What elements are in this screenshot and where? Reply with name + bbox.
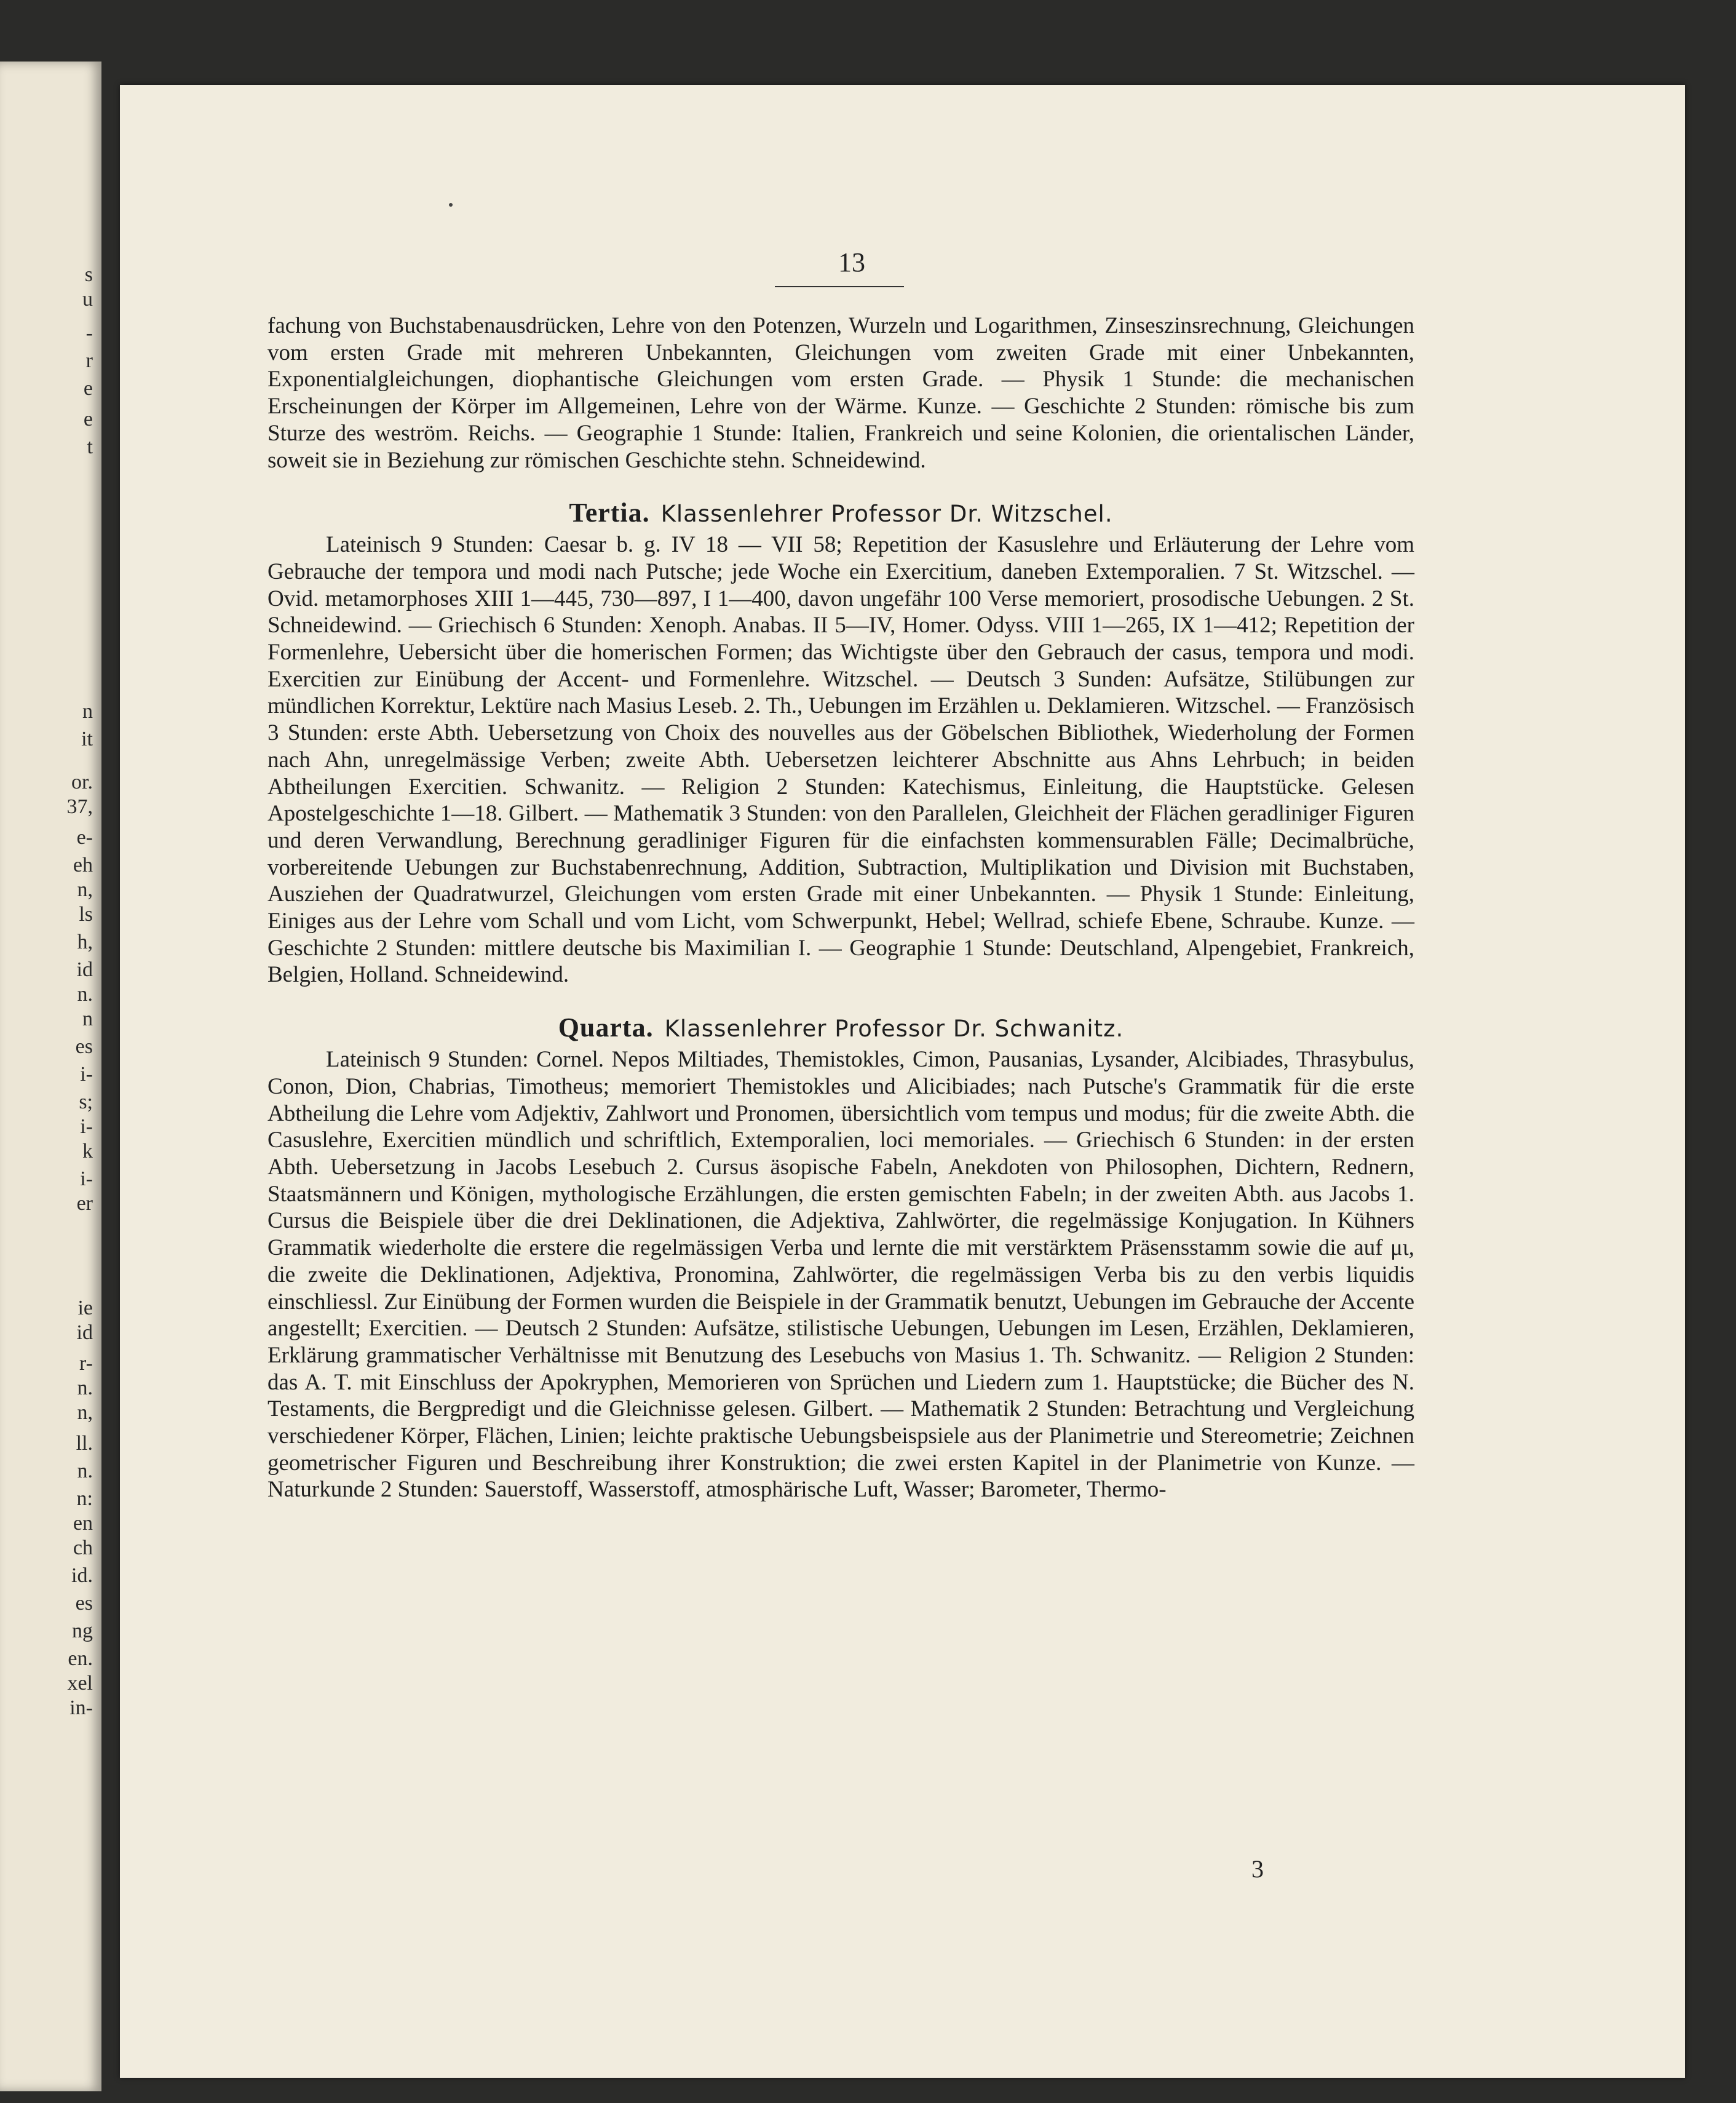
signature-mark: 3 <box>1251 1855 1264 1883</box>
margin-fragment: er <box>76 1192 93 1215</box>
margin-fragment: or. <box>71 771 93 793</box>
margin-fragment: 37, <box>66 795 93 818</box>
margin-fragment: es <box>75 1592 93 1615</box>
margin-fragment: h, <box>77 931 93 953</box>
margin-fragment: i- <box>80 1167 93 1190</box>
margin-fragment: eh <box>73 854 93 877</box>
margin-fragment: it <box>81 728 93 750</box>
margin-fragment: ie <box>77 1297 93 1319</box>
margin-fragment: n, <box>77 1401 93 1424</box>
margin-fragment: n. <box>77 1460 93 1482</box>
class-name: Tertia. <box>569 498 650 528</box>
page-number-rule <box>775 286 904 287</box>
margin-fragment: n, <box>77 878 93 901</box>
margin-fragment: i- <box>80 1115 93 1138</box>
margin-fragment: r- <box>79 1352 93 1375</box>
margin-fragment: n. <box>77 1377 93 1399</box>
margin-fragment: k <box>82 1140 93 1163</box>
margin-fragment: es <box>75 1035 93 1058</box>
margin-fragment: s; <box>79 1091 93 1113</box>
margin-fragment: ng <box>72 1620 93 1642</box>
margin-fragment: e <box>83 377 93 400</box>
section-heading-quarta <box>268 1012 1414 1045</box>
previous-page-edge <box>0 62 101 2091</box>
document-page <box>120 85 1685 2078</box>
margin-fragment: ch <box>73 1537 93 1559</box>
body-text <box>268 312 1414 1503</box>
margin-fragment: en <box>73 1512 93 1535</box>
margin-fragment: id. <box>71 1564 93 1587</box>
margin-fragment: e- <box>76 826 93 849</box>
section-body-quarta: Lateinisch 9 Stunden: Cornel. Nepos Miltiades, Themistokles, Cimon, Pausanias, Lysander, Alcibiades, Thrasybulus, Conon, Dion, Chabrias, Timotheus; memoriert Themistokles und Alicibiades; nach Putsche's Grammatik für die erste Abtheilung die Lehre vom Adjektiv, Zahlwort und Pronomen, übersichtlich vom tempus und modus; für die zweite Abth. die Casuslehre, Exercitien mündlich und schriftlich, Extemporalien, loci memoriales. — Griechisch 6 Stunden: in der ersten Abth. Uebersetzung in Jacobs Lesebuch 2. Cursus äsopische Fabeln, Anekdoten von Philosophen, Dichtern, Rednern, Staatsmännern und Königen, mythologische Erzählungen, die ersten gemischten Fabeln; in der zweiten Abth. aus Jacobs 1. Cursus die Beispiele über die drei Deklinationen, die Adjektiva, Zahlwörter, die regelmässige Konjugation. In Kühners Grammatik wiederholte die erstere die regelmässigen Verba und lernte die mit verstärktem Präsensstamm sowie die auf μι, die zweite die Deklinationen, Adjektiva, Pronomina, Zahlwörter, die regelmässigen Verba bis zu den verbis liquidis einschliessl. Zur Einübung der Formen wurden die Beispiele in der Grammatik benutzt, Uebungen im Gebrauche der Accente angestellt; Exercitien. — Deutsch 2 Stunden: Aufsätze, stilistische Uebungen, Uebungen im Lesen, Erzählen, Deklamieren, Erklärung grammatischer Verhältnisse mit Benutzung des Lesebuchs von Masius 1. Th. Schwanitz. — Religion 2 Stunden: das A. T. mit Einschluss der Apokryphen, Memorieren von Sprüchen und Liedern zum 1. Hauptstücke; die Bücher des N. Testaments, die Bergpredigt und die Gleichnisse gelesen. Gilbert. — Mathematik 2 Stunden: Betrachtung und Vergleichung verschiedener Körper, Flächen, Linien; leichte praktische Uebungsbeispsiele aus der Planimetrie und Stereometrie; Zeichnen geometrischer Figuren und Beschreibung ihrer Konstruktion; die zwei ersten Kapitel in der Planimetrie von Kunze. — Naturkunde 2 Stunden: Sauerstoff, Wasserstoff, atmosphärische Luft, Wasser; Barometer, Thermo- <box>268 1047 1414 1503</box>
intro-paragraph: fachung von Buchstabenausdrücken, Lehre von den Potenzen, Wurzeln und Logarithmen, Zinseszinsrechnung, Gleichungen vom ersten Grade mit mehreren Unbekannten, Gleichungen vom zweiten Grade mit einer Unbekannten, Exponentialgleichungen, diophantische Gleichungen vom ersten Grade. — Physik 1 Stunde: die mechanischen Erscheinungen der Körper im Allgemeinen, Lehre von der Wärme. Kunze. — Geschichte 2 Stunden: römische bis zum Sturze des weström. Reichs. — Geographie 1 Stunde: Italien, Frankreich und seine Kolonien, die orientalischen Länder, soweit sie in Beziehung zur römischen Geschichte stehn. Schneidewind. <box>268 313 1414 473</box>
margin-fragment: u <box>82 288 93 311</box>
class-teacher: Klassenlehrer Professor Dr. Schwanitz. <box>664 1016 1124 1043</box>
margin-fragment: xel <box>67 1672 93 1695</box>
margin-fragment: n <box>82 1008 93 1030</box>
class-name: Quarta. <box>558 1012 654 1043</box>
section-body-tertia: Lateinisch 9 Stunden: Caesar b. g. IV 18 — VII 58; Repetition der Kasuslehre und Erläuterung der Lehre vom Gebrauche der tempora und modi nach Putsche; jede Woche ein Exercitium, daneben Extemporalien. 7 St. Witzschel. — Ovid. metamorphoses XIII 1—445, 730—897, I 1—400, davon ungefähr 100 Verse memoriert, prosodische Uebungen. 2 St. Schneidewind. — Griechisch 6 Stunden: Xenoph. Anabas. II 5—IV, Homer. Odyss. VIII 1—265, IX 1—412; Repetition der Formenlehre, Uebersicht über die homerischen Formen; das Wichtigste über den Gebrauch der casus, tempora und modi. Exercitien zur Einübung der Accent- und Formenlehre. Witzschel. — Deutsch 3 Sunden: Aufsätze, Stilübungen zur mündlichen Korrektur, Lektüre nach Masius Leseb. 2. Th., Uebungen im Erzählen u. Deklamieren. Witzschel. — Französisch 3 Stunden: erste Abth. Uebersetzung von Choix des nouvelles aus der Göbelschen Bibliothek, Wiederholung der Formen nach Ahn, unregelmässige Verben; zweite Abth. Uebersetzen leichterer Abschnitte aus Ahns Lehrbuch; in beiden Abtheilungen Exercitien. Schwanitz. — Religion 2 Stunden: Katechismus, Einleitung, die Hauptstücke. Gelesen Apostelgeschichte 1—18. Gilbert. — Mathematik 3 Stunden: von den Parallelen, Gleichheit der Flächen geradliniger Figuren und deren Verwandlung, Berechnung geradliniger Figuren für die einfachsten kommensurablen Fälle; Decimalbrüche, vorbereitende Uebungen zur Buchstabenrechnung, Addition, Subtraction, Multiplikation und Division mit Buchstaben, Ausziehen der Quadratwurzel, Gleichungen vom ersten Grade mit einer Unbekannten. — Physik 1 Stunde: Einleitung, Einiges aus der Lehre vom Schall und vom Licht, vom Schwerpunkt, Hebel; Wellrad, schiefe Ebene, Schraube. Kunze. — Geschichte 2 Stunden: mittlere deutsche bis Maximilian I. — Geographie 1 Stunde: Deutschland, Alpengebiet, Frankreich, Belgien, Holland. Schneidewind. <box>268 532 1414 988</box>
margin-fragment: s <box>84 263 93 286</box>
margin-fragment: en. <box>68 1647 93 1670</box>
ink-speck <box>449 203 453 207</box>
margin-fragment: id <box>76 1321 93 1344</box>
margin-fragment: i- <box>80 1063 93 1086</box>
section-heading-tertia <box>268 497 1414 530</box>
class-teacher: Klassenlehrer Professor Dr. Witzschel. <box>660 501 1113 528</box>
margin-fragment: in- <box>69 1696 93 1719</box>
margin-fragment: - <box>85 322 93 344</box>
margin-fragment: t <box>87 435 93 458</box>
margin-fragment: n. <box>77 983 93 1006</box>
margin-fragment: ll. <box>76 1432 93 1455</box>
page-number: 13 <box>838 247 865 277</box>
margin-fragment: id <box>76 958 93 981</box>
margin-fragment: n: <box>76 1487 93 1510</box>
margin-fragment: n <box>82 700 93 723</box>
margin-fragment: ls <box>79 903 93 926</box>
margin-fragment: e <box>83 408 93 431</box>
margin-fragment: r <box>85 349 93 372</box>
